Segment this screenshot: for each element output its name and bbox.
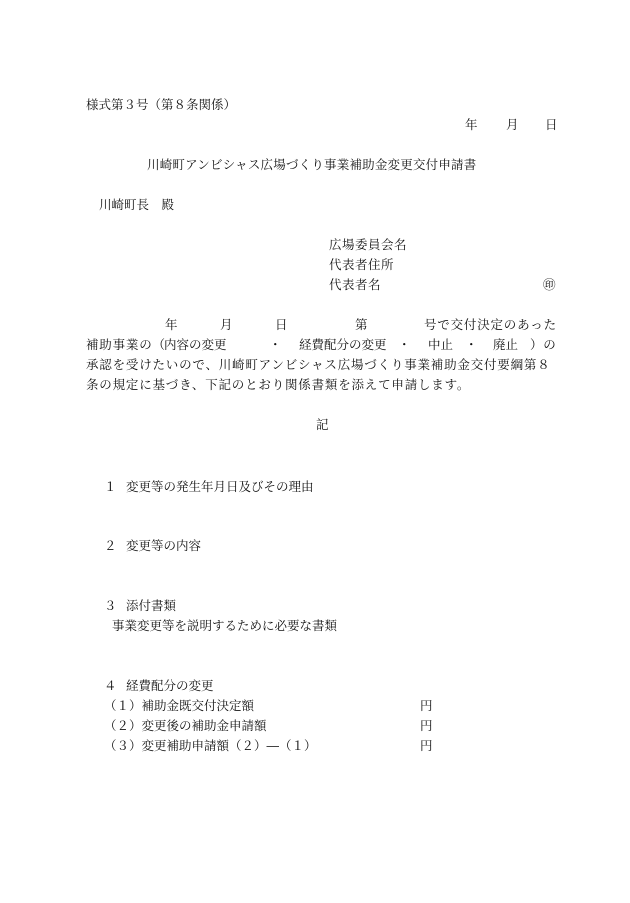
section-title: 経費配分の変更 <box>126 678 214 693</box>
document-title: 川崎町アンビシャス広場づくり事業補助金変更交付申請書 <box>147 157 477 172</box>
option-suspension: 中止 <box>428 337 454 352</box>
section-title: 添付書類 <box>126 598 177 613</box>
decision-day-label: 日 <box>275 317 288 332</box>
statement-line-3: 承認を受けたいので、川崎町アンビシャス広場づくり事業補助金交付要綱第８ <box>86 357 551 372</box>
budget-row-unit: 円 <box>420 718 433 733</box>
date-day-label: 日 <box>545 117 558 132</box>
date-year-label: 年 <box>465 117 478 132</box>
option-separator: ・ <box>269 337 282 352</box>
section-title: 変更等の内容 <box>126 538 202 553</box>
section-detail: 事業変更等を説明するために必要な書類 <box>112 618 338 633</box>
option-separator: ・ <box>398 337 411 352</box>
decision-year-label: 年 <box>165 317 178 332</box>
section-number: ４ <box>104 678 117 693</box>
seal-mark: ㊞ <box>543 277 556 292</box>
option-separator: ・ <box>465 337 478 352</box>
section-number: １ <box>104 479 117 494</box>
decision-number-prefix: 第 <box>355 317 368 332</box>
date-month-label: 月 <box>506 117 519 132</box>
option-content-change: 内容の変更 <box>164 337 227 352</box>
section-title: 変更等の発生年月日及びその理由 <box>126 479 314 494</box>
decision-month-label: 月 <box>220 317 233 332</box>
committee-name-label: 広場委員会名 <box>329 237 408 252</box>
addressee: 川崎町長 殿 <box>99 197 175 212</box>
budget-row-label: （２）変更後の補助金申請額 <box>104 718 267 733</box>
section-number: ３ <box>104 598 117 613</box>
representative-address-label: 代表者住所 <box>329 257 395 272</box>
note-heading: 記 <box>316 417 329 432</box>
option-abolition: 廃止 <box>493 337 519 352</box>
decision-number-suffix: 号で交付決定のあった <box>424 317 557 332</box>
representative-name-label: 代表者名 <box>329 277 382 292</box>
statement-line-4: 条の規定に基づき、下記のとおり関係書類を添えて申請します。 <box>86 377 471 392</box>
options-suffix: ）の <box>530 337 557 352</box>
budget-row-label: （３）変更補助申請額（２）―（１） <box>104 738 317 753</box>
form-number: 様式第３号（第８条関係） <box>86 97 237 112</box>
options-prefix: 補助事業の（ <box>86 337 166 352</box>
section-number: ２ <box>104 538 117 553</box>
budget-row-unit: 円 <box>420 738 433 753</box>
option-budget-change: 経費配分の変更 <box>299 337 387 352</box>
budget-row-label: （１）補助金既交付決定額 <box>104 698 255 713</box>
budget-row-unit: 円 <box>420 698 433 713</box>
